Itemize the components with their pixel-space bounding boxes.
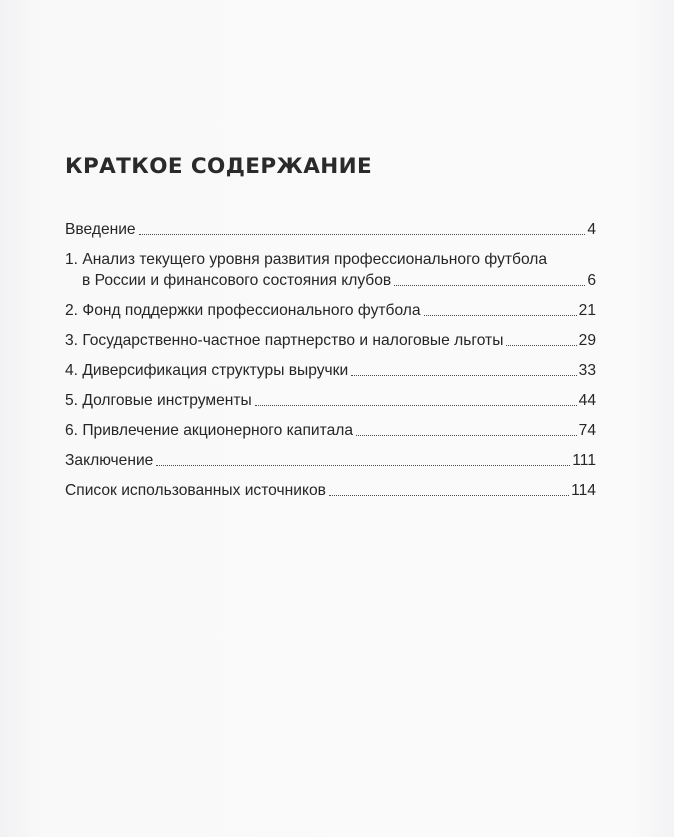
toc-entry-chapter-3 [65,330,596,351]
dot-leader [139,234,586,235]
toc-entry-introduction [65,219,596,240]
toc-entry-chapter-5 [65,390,596,411]
toc-entry-chapter-2 [65,300,596,321]
toc-entry-chapter-6 [65,420,596,441]
toc-entry-label-line1: 1. Анализ текущего уровня развития профессионального футбола [65,251,548,268]
toc-page-number: 6 [587,272,596,289]
page-title: КРАТКОЕ СОДЕРЖАНИЕ [65,154,373,179]
dot-leader [424,315,577,316]
toc-entry-label: 2. Фонд поддержки профессионального футбола [65,302,421,319]
toc-page-number: 44 [578,392,596,409]
dot-leader [255,405,577,406]
toc-entry-label-line2: в России и финансового состояния клубов [82,272,392,289]
dot-leader [394,285,585,286]
table-of-contents [65,219,596,510]
toc-entry-label: 6. Привлечение акционерного капитала [65,422,354,439]
toc-entry-references [65,480,596,501]
dot-leader [329,495,569,496]
toc-page-number: 29 [578,332,596,349]
toc-page-number: 33 [578,362,596,379]
toc-page-number: 111 [572,452,596,469]
toc-page-number: 114 [571,482,596,499]
toc-entry-label: Список использованных источников [65,482,326,499]
toc-entry-label: 3. Государственно-частное партнерство и налоговые льготы [65,332,504,349]
toc-entry-chapter-4 [65,360,596,381]
toc-page-number: 4 [587,221,596,238]
dot-leader [506,345,576,346]
toc-page-number: 21 [578,302,596,319]
toc-page-number: 74 [578,422,596,439]
toc-entry-label: 5. Долговые инструменты [65,392,252,409]
toc-entry-conclusion [65,450,596,471]
toc-entry-label: Введение [65,221,136,238]
toc-entry-chapter-1 [65,249,596,291]
toc-entry-label: 4. Диверсификация структуры выручки [65,362,349,379]
dot-leader [356,435,577,436]
dot-leader [351,375,576,376]
dot-leader [156,465,570,466]
toc-entry-label: Заключение [65,452,154,469]
